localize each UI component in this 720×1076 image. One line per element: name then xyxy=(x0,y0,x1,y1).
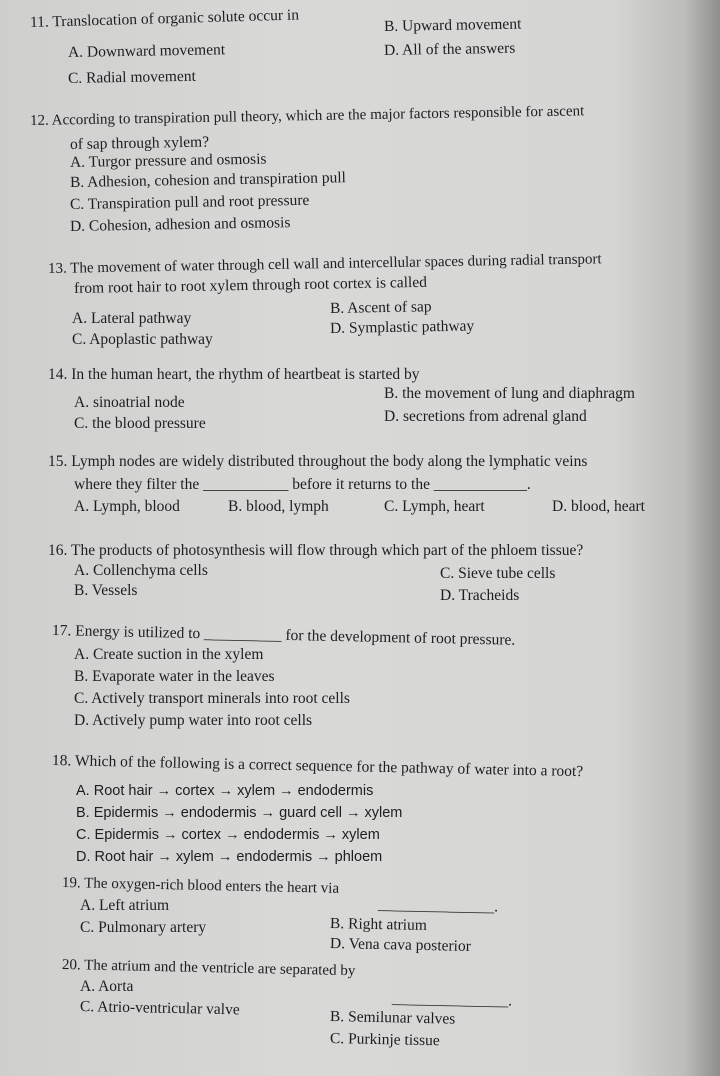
option-c: C. Apoplastic pathway xyxy=(72,331,213,348)
question-stem-continued: where they filter the ___________ before it returns to the ____________. xyxy=(74,476,531,493)
option-d: D. Symplastic pathway xyxy=(329,317,475,337)
option-d: D. secretions from adrenal gland xyxy=(384,408,587,425)
option-c: C. Radial movement xyxy=(67,67,196,87)
option-c: C. Transpiration pull and root pressure xyxy=(69,191,310,213)
option-a: A. Turgor pressure and osmosis xyxy=(69,150,267,171)
question-stem: 15. Lymph nodes are widely distributed throughout the body along the lymphatic veins xyxy=(48,453,588,470)
option-a: A. Aorta xyxy=(80,978,134,995)
question-stem: 19. The oxygen-rich blood enters the heart via xyxy=(61,875,340,897)
option-b: B. Ascent of sap xyxy=(329,298,432,317)
option-d: D. Actively pump water into root cells xyxy=(74,712,313,729)
answer-blank: _______________. xyxy=(377,896,499,916)
option-b: B. Adhesion, cohesion and transpiration pull xyxy=(69,169,347,191)
question-stem: 11. Translocation of organic solute occur in xyxy=(29,6,300,31)
option-c: C. Sieve tube cells xyxy=(440,565,556,582)
option-b: B. Epidermis → endodermis → guard cell → xylem xyxy=(76,805,403,821)
option-c: C. the blood pressure xyxy=(74,415,206,432)
option-c: C. Pulmonary artery xyxy=(80,919,207,936)
option-a: A. Downward movement xyxy=(67,41,226,61)
answer-blank: _______________. xyxy=(391,990,513,1010)
option-b: B. Semilunar valves xyxy=(329,1008,456,1028)
option-b: B. Vessels xyxy=(74,582,138,599)
option-b: B. Upward movement xyxy=(383,15,522,35)
option-a: A. Root hair → cortex → xylem → endodermis xyxy=(76,783,374,799)
option-d: D. blood, heart xyxy=(552,498,645,515)
option-b: B. the movement of lung and diaphragm xyxy=(384,385,635,402)
option-a: A. Lateral pathway xyxy=(72,310,192,327)
question-stem: 13. The movement of water through cell wall and intercellular spaces during radial transport xyxy=(47,251,602,277)
option-a: A. Create suction in the xylem xyxy=(74,646,264,663)
question-stem: 18. Which of the following is a correct sequence for the pathway of water into a root? xyxy=(51,752,584,781)
option-d: D. Vena cava posterior xyxy=(329,935,472,955)
option-d: D. Tracheids xyxy=(440,587,520,604)
question-stem: 12. According to transpiration pull theory, which are the major factors responsible for ascent xyxy=(29,103,585,129)
option-c: C. Atrio-ventricular valve xyxy=(79,998,240,1019)
option-c: C. Actively transport minerals into root cells xyxy=(74,690,350,707)
option-d: D. Cohesion, adhesion and osmosis xyxy=(69,214,291,235)
question-stem: 16. The products of photosynthesis will flow through which part of the phloem tissue? xyxy=(48,542,584,559)
option-b: B. blood, lymph xyxy=(228,498,329,515)
option-c: C. Epidermis → cortex → endodermis → xylem xyxy=(76,827,380,843)
option-b: B. Right atrium xyxy=(329,915,428,935)
option-b: B. Evaporate water in the leaves xyxy=(74,668,275,685)
option-a: A. Collenchyma cells xyxy=(74,562,208,579)
question-stem: 20. The atrium and the ventricle are separated by xyxy=(61,957,356,980)
option-d: C. Purkinje tissue xyxy=(329,1030,440,1050)
option-d: D. Root hair → xylem → endodermis → phloem xyxy=(76,849,383,865)
option-a: A. Lymph, blood xyxy=(74,498,180,515)
question-stem: 17. Energy is utilized to __________ for the development of root pressure. xyxy=(51,622,516,649)
option-a: A. sinoatrial node xyxy=(74,394,185,411)
option-c: C. Lymph, heart xyxy=(384,498,485,515)
question-stem-continued: from root hair to root xylem through root cortex is called xyxy=(73,273,428,297)
option-a: A. Left atrium xyxy=(80,897,170,914)
question-stem: 14. In the human heart, the rhythm of heartbeat is started by xyxy=(48,366,420,383)
question-stem-continued: of sap through xylem? xyxy=(69,133,210,153)
option-d: D. All of the answers xyxy=(383,39,516,59)
